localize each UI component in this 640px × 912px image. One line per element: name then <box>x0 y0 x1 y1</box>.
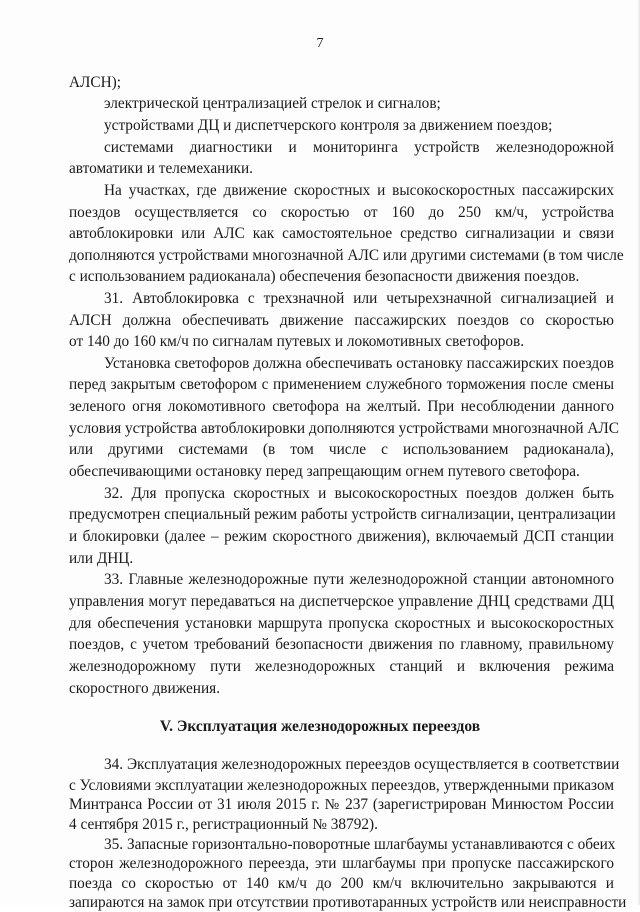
text-line: управления могут передаваться на диспетчерское управление ДНЦ средствами ДЦ <box>69 592 614 610</box>
text-line: от 140 до 160 км/ч по сигналам путевых и локомотивных светофоров. <box>69 332 525 350</box>
text-line: дополняются устройствами многозначной АЛС или другими системами (в том числе <box>69 246 624 264</box>
text-line: поездов, с учетом требований безопасности движения по главному, правильному <box>69 636 614 654</box>
text-line: с использованием радиоканала) обеспечения безопасности движения поездов. <box>69 267 580 285</box>
text-line: 4 сентября 2015 г., регистрационный № 38792). <box>69 815 378 833</box>
text-line: 33. Главные железнодорожные пути железнодорожной станции автономного <box>104 571 614 589</box>
text-line: 31. Автоблокировка с трехзначной или четырехзначной сигнализацией и <box>104 290 614 308</box>
text-line: или ДНЦ. <box>69 549 134 567</box>
text-line: скоростного движения. <box>69 679 221 697</box>
text-line: Минтранса России от 31 июля 2015 г. № 237 (зарегистрирован Минюстом России <box>69 796 614 814</box>
text-line: и блокировки (далее – режим скоростного движения), включаемый ДСП станции <box>69 527 614 545</box>
text-line: с Условиями эксплуатации железнодорожных переездов, утвержденными приказом <box>69 776 614 794</box>
text-line: поездов осуществляется со скоростью от 160 до 250 км/ч, устройства <box>69 203 614 221</box>
text-line: 32. Для пропуска скоростных и высокоскоростных поездов должен быть <box>104 485 614 502</box>
text-line: автоблокировки или АЛС как самостоятельное средство сигнализации и связи <box>69 225 614 243</box>
text-line: железнодорожному пути железнодорожных станций и включения режима <box>69 657 614 675</box>
text-line: запираются на замок при отсутствии противотаранных устройств или неисправности <box>69 894 627 911</box>
text-line: Установка светофоров должна обеспечивать остановку пассажирских поездов <box>104 355 614 373</box>
text-line: предусмотрен специальный режим работы устройств сигнализации, централизации <box>69 506 616 524</box>
text-line: для обеспечения установки маршрута пропуска скоростных и высокоскоростных <box>69 614 614 632</box>
text-line: сторон железнодорожного переезда, эти шлагбаумы при пропуске пассажирского <box>69 855 614 873</box>
text-line: АЛСН); <box>69 74 122 91</box>
text-line: условия устройства автоблокировки дополняются устройствами многозначной АЛС <box>69 420 619 437</box>
text-line: обеспечивающими остановку перед запрещающим огнем путевого светофора. <box>69 462 580 480</box>
text-line: системами диагностики и мониторинга устройств железнодорожной <box>104 138 614 156</box>
text-line: 34. Эксплуатация железнодорожных переездов осуществляется в соответствии <box>104 756 620 774</box>
page-number: 7 <box>316 36 324 51</box>
text-line: 35. Запасные горизонтально-поворотные шлагбаумы устанавливаются с обеих <box>104 835 616 853</box>
text-line: или другими системами (в том числе с использованием радиоканала), <box>69 441 614 459</box>
text-line: АЛСН должна обеспечивать движение пассажирских поездов со скоростью <box>69 311 614 329</box>
text-line: зеленого огня локомотивного светофора на желтый. При несоблюдении данного <box>69 397 614 415</box>
text-line: перед закрытым светофором с применением служебного торможения после смены <box>69 376 614 394</box>
text-line: устройствами ДЦ и диспетчерского контроля за движением поездов; <box>104 116 553 134</box>
text-line: автоматики и телемеханики. <box>69 160 253 178</box>
text-line: На участках, где движение скоростных и высокоскоростных пассажирских <box>104 181 614 199</box>
section-heading: V. Эксплуатация железнодорожных переездов <box>159 717 481 735</box>
text-line: поезда со скоростью от 140 км/ч до 200 км/ч включительно закрываются и <box>69 874 614 892</box>
text-line: электрической централизацией стрелок и сигналов; <box>104 95 441 113</box>
